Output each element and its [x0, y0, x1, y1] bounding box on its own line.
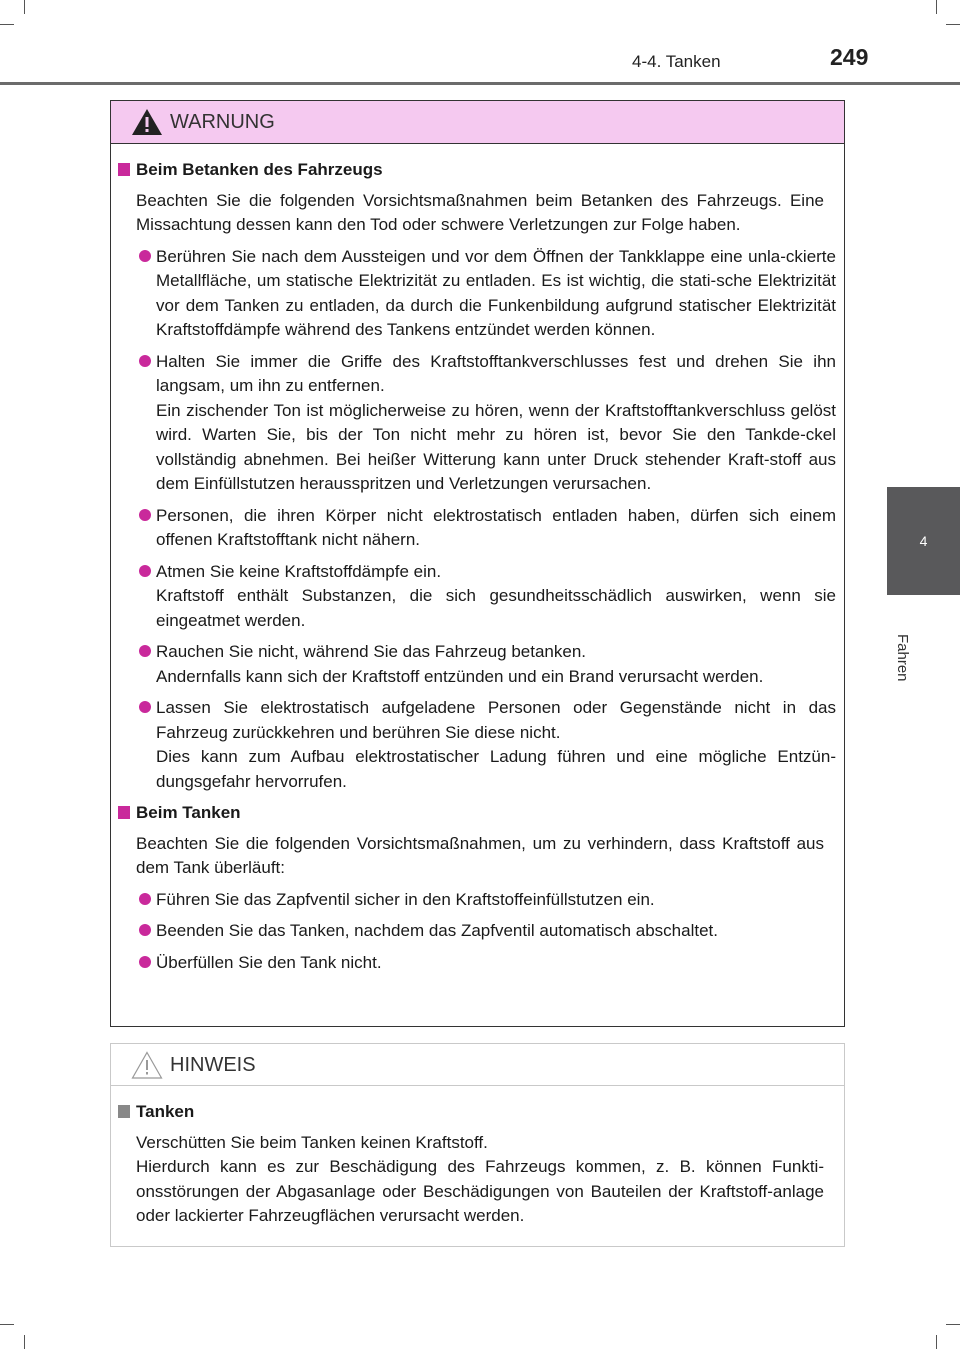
section-heading-text: Beim Tanken — [136, 803, 241, 822]
round-bullet-icon — [139, 701, 151, 713]
chapter-label: Fahren — [894, 634, 911, 682]
section-title: 4-4. Tanken — [632, 52, 721, 71]
list-item — [118, 504, 836, 553]
crop-mark — [24, 0, 25, 14]
list-item-text: Berühren Sie nach dem Aussteigen und vor dem Öffnen der Tankklappe eine unla-ckierte Metallfläche, um statische Elektrizität zu entladen. Es ist wichtig, die stati-sche Elektrizität vor dem Tanken zu entladen, da durch die Funkenbildung aufgrund statischer Elektrizität Kraftstoffdämpfe während des Tankens entzündet werden können. — [156, 246, 836, 339]
list-item-text: Überfüllen Sie den Tank nicht. — [156, 952, 382, 972]
header-rule — [0, 82, 960, 85]
list-item-text: Dies kann zum Aufbau elektrostatischer Ladung führen und eine mögliche Entzün-dungsgefahr hervorrufen. — [156, 747, 836, 791]
warning-title: WARNUNG — [170, 111, 275, 133]
list-item-text: Beenden Sie das Tanken, nachdem das Zapfventil automatisch abschaltet. — [156, 921, 718, 940]
hint-box — [110, 1043, 845, 1247]
list-item — [118, 640, 836, 689]
chapter-number: 4 — [919, 533, 928, 549]
crop-mark — [936, 1335, 937, 1349]
list-item-text: Halten Sie immer die Griffe des Kraftstofftankverschlusses fest und drehen Sie ihn langsam, um ihn zu entfernen. — [156, 351, 836, 395]
crop-mark — [0, 1324, 14, 1325]
square-bullet-icon — [118, 163, 130, 176]
square-bullet-icon — [118, 1105, 130, 1118]
list-item — [118, 951, 836, 976]
hint-content — [111, 1086, 844, 1229]
list-item — [118, 245, 836, 343]
round-bullet-icon — [139, 250, 151, 262]
round-bullet-icon — [139, 355, 151, 367]
list-item-text: Personen, die ihren Körper nicht elektrostatisch entladen haben, dürfen sich einem offenen Kraftstofftank nicht nähern. — [156, 505, 836, 549]
section-intro: Beachten Sie die folgenden Vorsichtsmaßnahmen, um zu verhindern, dass Kraftstoff aus dem Tank überläuft: — [136, 833, 824, 877]
crop-mark — [946, 24, 960, 25]
round-bullet-icon — [139, 565, 151, 577]
hint-line: Verschütten Sie beim Tanken keinen Kraftstoff. — [136, 1132, 488, 1152]
section-heading — [118, 801, 836, 826]
chapter-tab — [887, 487, 960, 595]
section-intro: Beachten Sie die folgenden Vorsichtsmaßnahmen beim Betanken des Fahrzeugs. Eine Missachtung dessen kann den Tod oder schwere Verletzungen zur Folge haben. — [136, 190, 824, 234]
warning-triangle-icon — [131, 108, 163, 136]
section-heading-text: Tanken — [136, 1102, 195, 1121]
page-number: 249 — [830, 44, 869, 70]
hint-text — [118, 1131, 836, 1229]
list-item — [118, 888, 836, 913]
list-item — [118, 560, 836, 634]
warning-content — [111, 144, 844, 975]
list-item — [118, 696, 836, 794]
list-item-text: Kraftstoff enthält Substanzen, die sich gesundheitsschädlich auswirken, wenn sie eingeatmet werden. — [156, 586, 836, 630]
list-item-text: Lassen Sie elektrostatisch aufgeladene Personen oder Gegenstände nicht in das Fahrzeug zurückkehren und berühren Sie diese nicht. — [156, 698, 836, 742]
crop-mark — [936, 0, 937, 14]
hint-header — [111, 1044, 844, 1086]
round-bullet-icon — [139, 956, 151, 968]
list-item — [118, 919, 836, 944]
crop-mark — [946, 1324, 960, 1325]
hint-title: HINWEIS — [170, 1054, 256, 1076]
warning-box — [110, 100, 845, 1027]
round-bullet-icon — [139, 645, 151, 657]
round-bullet-icon — [139, 509, 151, 521]
section-heading — [118, 158, 836, 183]
list-item-text: Rauchen Sie nicht, während Sie das Fahrzeug betanken. — [156, 642, 586, 661]
hint-line: Hierdurch kann es zur Beschädigung des Fahrzeugs kommen, z. B. können Funkti-onsstörungen der Abgasanlage oder Beschädigungen von Bauteilen der Kraftstoff-anlage oder lackierter Fahrzeugflächen verursacht werden. — [136, 1157, 824, 1225]
warning-header — [111, 101, 844, 144]
list-item-text: Andernfalls kann sich der Kraftstoff entzünden und ein Brand verursacht werden. — [156, 666, 764, 686]
list-item — [118, 350, 836, 497]
crop-mark — [0, 24, 14, 25]
round-bullet-icon — [139, 893, 151, 905]
bullet-list — [118, 888, 836, 976]
bullet-list — [118, 245, 836, 795]
caution-triangle-outline-icon — [131, 1051, 163, 1079]
round-bullet-icon — [139, 924, 151, 936]
square-bullet-icon — [118, 806, 130, 819]
list-item-text: Führen Sie das Zapfventil sicher in den Kraftstoffeinfüllstutzen ein. — [156, 889, 655, 909]
crop-mark — [24, 1335, 25, 1349]
section-heading-text: Beim Betanken des Fahrzeugs — [136, 160, 383, 179]
list-item-text: Ein zischender Ton ist möglicherweise zu hören, wenn der Kraftstofftankverschluss gelöst wird. Warten Sie, bis der Ton nicht mehr zu hören ist, bevor Sie den Tankde-ckel vollständig abnehmen. Bei heißer Witterung kann unter Druck stehender Kraft-stoff aus dem Einfüllstutzen herausspritzen und Verletzungen verursachen. — [156, 400, 836, 493]
list-item-text: Atmen Sie keine Kraftstoffdämpfe ein. — [156, 561, 442, 581]
section-heading — [118, 1100, 836, 1125]
